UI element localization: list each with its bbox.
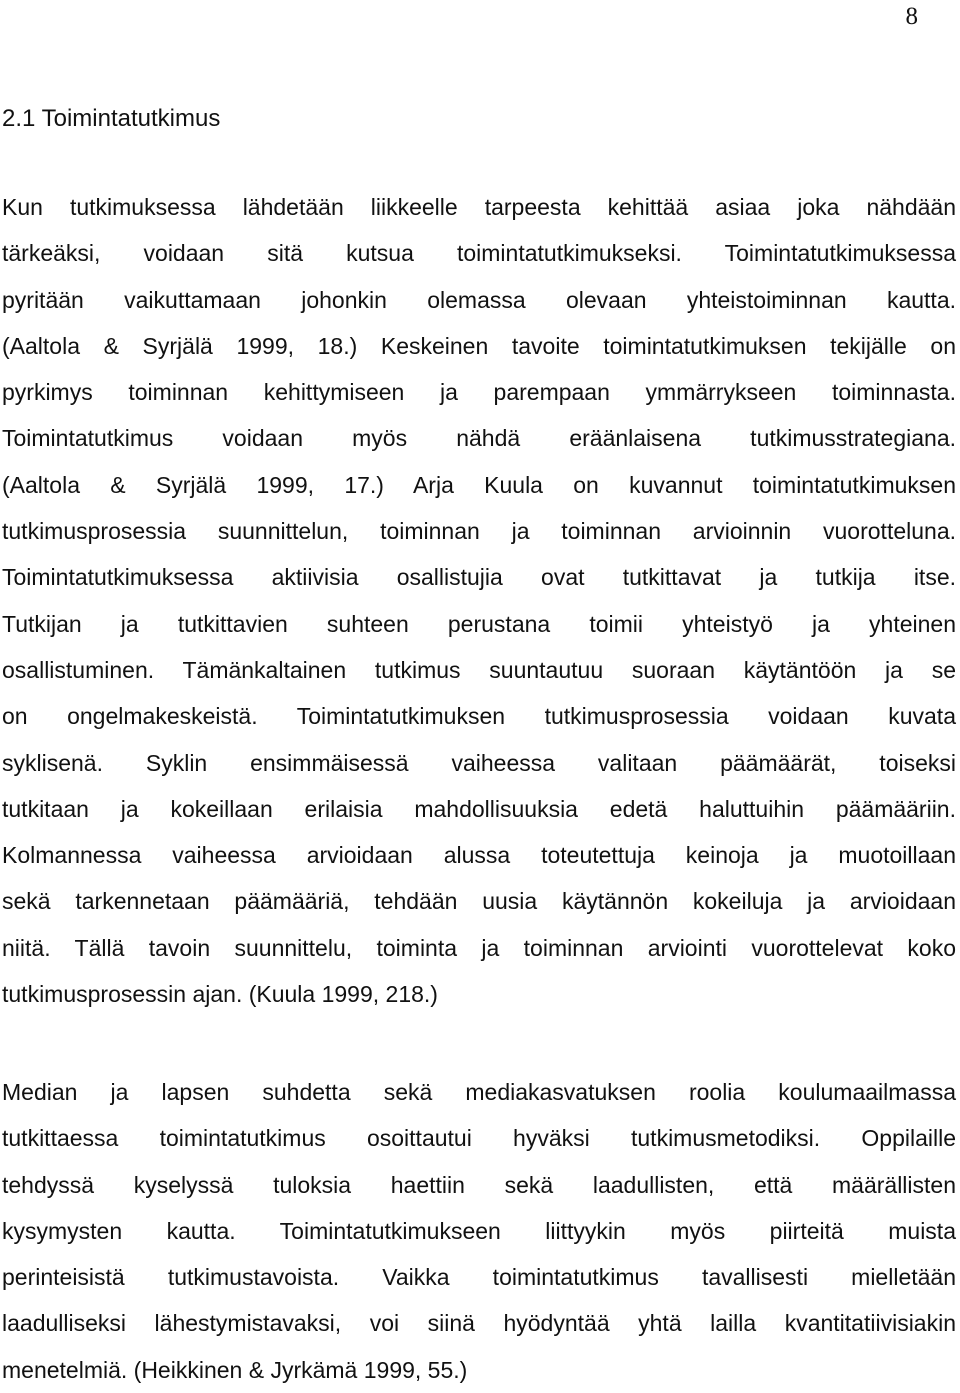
text-line: Toimintatutkimus voidaan myös nähdä eräänlaisena tutkimusstrategiana. xyxy=(2,425,956,452)
text-line: perinteisistä tutkimustavoista. Vaikka toimintatutkimus tavallisesti mielletään xyxy=(2,1264,956,1291)
text-line: tärkeäksi, voidaan sitä kutsua toimintatutkimukseksi. Toimintatutkimuksessa xyxy=(2,240,956,267)
text-line: Toimintatutkimuksessa aktiivisia osallistujia ovat tutkittavat ja tutkija itse. xyxy=(2,564,956,591)
text-line: tehdyssä kyselyssä tuloksia haettiin sekä laadullisten, että määrällisten xyxy=(2,1171,956,1198)
text-line: tutkimusprosessia suunnittelun, toiminnan ja toiminnan arvioinnin vuorotteluna. xyxy=(2,518,956,545)
text-line: sekä tarkennetaan päämääriä, tehdään uusia käytännön kokeiluja ja arvioidaan xyxy=(2,888,956,915)
text-line: syklisenä. Syklin ensimmäisessä vaiheessa valitaan päämäärät, toiseksi xyxy=(2,749,956,776)
text-line: Tutkijan ja tutkittavien suhteen perustana toimii yhteistyö ja yhteinen xyxy=(2,610,956,637)
text-line: Kolmannessa vaiheessa arvioidaan alussa toteutettuja keinoja ja muotoillaan xyxy=(2,842,956,869)
text-line: Kun tutkimuksessa lähdetään liikkeelle tarpeesta kehittää asiaa joka nähdään xyxy=(2,194,956,220)
text-line: osallistuminen. Tämänkaltainen tutkimus suuntautuu suoraan käytäntöön ja se xyxy=(2,656,956,683)
section-heading: 2.1 Toimintatutkimus xyxy=(2,105,221,132)
text-line: pyrkimys toiminnan kehittymiseen ja parempaan ymmärrykseen toiminnasta. xyxy=(2,379,956,406)
text-line: niitä. Tällä tavoin suunnittelu, toiminta ja toiminnan arviointi vuorottelevat koko xyxy=(2,934,956,961)
text-line: tutkimusprosessin ajan. (Kuula 1999, 218.) xyxy=(2,981,438,1008)
text-line: menetelmiä. (Heikkinen & Jyrkämä 1999, 55.) xyxy=(2,1356,468,1383)
paragraph-media-education xyxy=(2,1069,956,1393)
text-line: on ongelmakeskeistä. Toimintatutkimuksen tutkimusprosessia voidaan kuvata xyxy=(2,703,956,730)
text-line: (Aaltola & Syrjälä 1999, 17.) Arja Kuula on kuvannut toimintatutkimuksen xyxy=(2,471,956,498)
text-line: laadulliseksi lähestymistavaksi, voi siinä hyödyntää yhtä lailla kvantitatiivisiakin xyxy=(2,1310,956,1337)
text-line: tutkittaessa toimintatutkimus osoittautui hyväksi tutkimusmetodiksi. Oppilaille xyxy=(2,1125,956,1152)
text-line: pyritään vaikuttamaan johonkin olemassa olevaan yhteistoiminnan kautta. xyxy=(2,286,956,313)
text-line: tutkitaan ja kokeillaan erilaisia mahdollisuuksia edetä haluttuihin päämääriin. xyxy=(2,795,956,822)
page-number: 8 xyxy=(905,3,918,30)
text-line: kysymysten kautta. Toimintatutkimukseen liittyykin myös piirteitä muista xyxy=(2,1217,956,1244)
text-line: Median ja lapsen suhdetta sekä mediakasvatuksen roolia koulumaailmassa xyxy=(2,1079,956,1105)
paragraph-action-research xyxy=(2,184,956,1017)
text-line: (Aaltola & Syrjälä 1999, 18.) Keskeinen tavoite toimintatutkimuksen tekijälle on xyxy=(2,332,956,359)
